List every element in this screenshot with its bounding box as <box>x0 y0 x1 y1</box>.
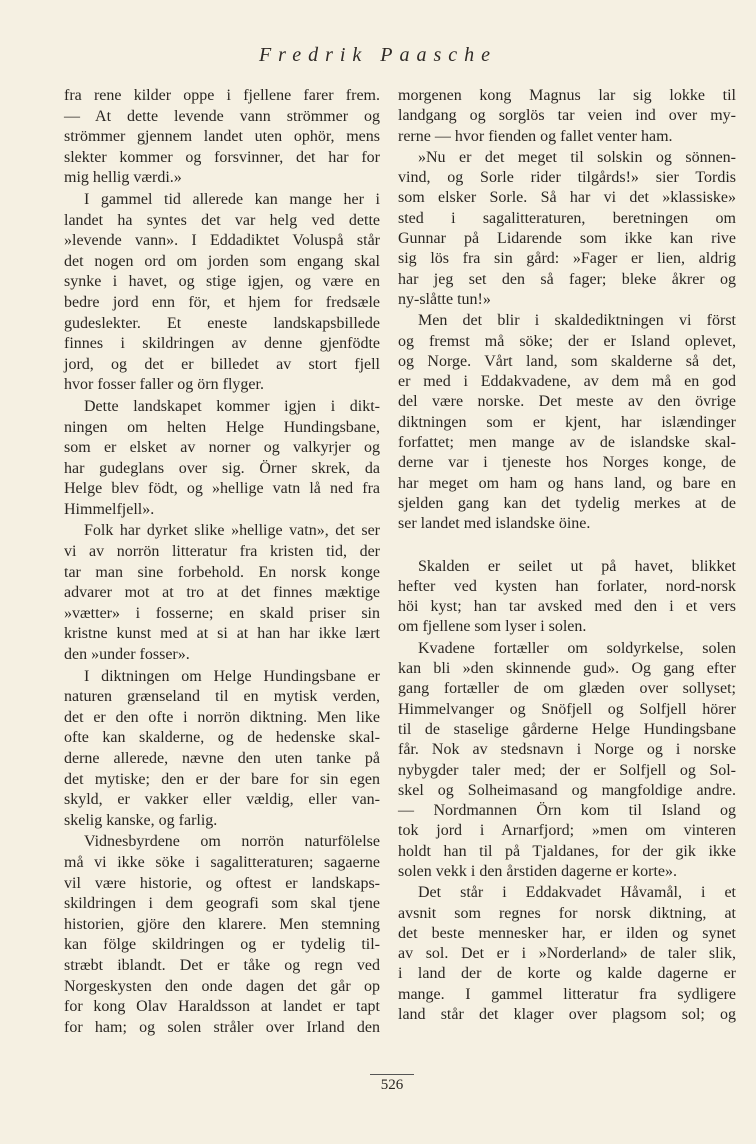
text-line: er med i Eddakvadene, av dem må en god <box>398 373 736 391</box>
text-line: og Norge. Vårt land, som skalderne så det, <box>398 352 736 370</box>
text-line: av sol. Det er i »Norderland» de taler slik, <box>398 945 736 963</box>
paragraph <box>398 148 736 310</box>
text-line: kristne kunst med at si at han har ikke lært <box>64 625 380 643</box>
paragraph <box>398 86 736 147</box>
text-line: diktningen som er kjent, har islændinger <box>398 413 736 431</box>
text-line: synke i havet, og stige igjen, og være en <box>64 273 380 291</box>
text-line: holdt han til på Tjaldanes, for der gik ikke <box>398 842 736 860</box>
text-line: Himmelvanger og Snöfjell og Solfjell hörer <box>398 700 736 718</box>
text-line: Gunnar på Lidarende som ikke kan rive <box>398 230 736 248</box>
text-line: kan bli »den skinnende gud». Og gang efter <box>398 660 736 678</box>
text-line: bedre jord enn för, et hjem for fredsæle <box>64 293 380 311</box>
text-line: tar man sine forbehold. En norsk konge <box>64 563 380 581</box>
text-line: land står det klager over plagsom sol; og <box>398 1006 736 1024</box>
text-line: og fremst må söke; der er Island oplevet, <box>398 332 736 350</box>
text-line: — Nordmannen Örn kom til Island og <box>398 802 736 820</box>
text-line: morgenen kong Magnus lar sig lokke til <box>398 87 736 104</box>
text-line: det beste mennesker har, er ilden og synet <box>398 924 736 942</box>
text-line: Vidnesbyrdene om norrön naturfölelse <box>84 833 380 851</box>
text-line: for kong Olav Haraldsson at landet er tapt <box>64 998 380 1016</box>
text-line: »levende vann». I Eddadiktet Voluspå står <box>64 232 380 250</box>
text-line: får. Nok av stedsnavn i Norge og i norske <box>398 741 736 759</box>
text-line: stræbt iblandt. Det er tåke og regn ved <box>64 956 380 974</box>
text-line: Kvadene fortæller om soldyrkelse, solen <box>418 639 736 657</box>
text-line: strömmer gjennem landet uten ophör, mens <box>64 128 380 146</box>
right-column <box>398 86 736 1026</box>
text-line: vi av norrön litteratur fra kristen tid, der <box>64 543 380 561</box>
paragraph <box>398 883 736 1025</box>
text-line: historien, gjöre den klarere. Men stemning <box>64 915 380 933</box>
text-line: for ham; og solen stråler over Irland den <box>64 1018 380 1036</box>
text-line: mange. I gammel litteratur fra sydligere <box>398 985 736 1003</box>
text-line: sig lös fra sin gård: »Fager er lien, aldrig <box>398 250 736 268</box>
paragraph <box>64 832 380 1038</box>
text-line: skyld, er vakker eller vældig, eller van- <box>64 791 380 809</box>
text-line: nybygder taler med; der er Solfjell og Sol- <box>398 761 736 779</box>
text-line: advarer mot at tro at det finnes mæktige <box>64 584 380 602</box>
text-line: det er den ofte i norrön diktning. Men like <box>64 708 380 726</box>
text-line: Himmelfjell». <box>64 500 155 518</box>
text-line: gang fortæller de om glæden over sollyset; <box>398 680 736 698</box>
text-line: landgang og sorglös tar veien ind over my- <box>398 107 736 125</box>
paragraph <box>398 557 736 638</box>
text-line: ofte kan skalderne, og de hedenske skal- <box>64 729 380 747</box>
text-line: skelig kanske, og farlig. <box>64 811 218 829</box>
text-line: Folk har dyrket slike »hellige vatn», det ser <box>84 522 380 540</box>
text-line: höi kyst; han tar avsked med den i et vers <box>398 598 736 616</box>
text-line: derne var i tjeneste hos Norges konge, de <box>398 454 736 472</box>
text-line: Men det blir i skaldediktningen vi först <box>418 312 736 330</box>
text-line: ny-slåtte tun!» <box>398 290 491 308</box>
paragraph <box>398 639 736 883</box>
text-line: Norgeskysten den onde dagen det går op <box>64 977 380 995</box>
text-line: den »under fosser». <box>64 646 190 664</box>
text-line: vil være historie, og oftest er landskaps- <box>64 874 380 892</box>
text-line: har gudeglans over sig. Örner skrek, da <box>64 459 380 477</box>
text-line: avsnit som regnes for norsk diktning, at <box>398 904 736 922</box>
text-line: har jeg set den så fager; bleke åkrer og <box>398 270 736 288</box>
text-line: kan fölge skildringen og er tydelig til- <box>64 936 380 954</box>
text-line: må vi ikke söke i sagalitteraturen; sagaerne <box>64 853 380 871</box>
text-line: I diktningen om Helge Hundingsbane er <box>84 667 380 685</box>
text-line: landet ha syntes det var helg ved dette <box>64 211 380 229</box>
text-line: sted i sagalitteraturen, beretningen om <box>398 209 736 227</box>
text-line: hefter ved kysten han forlater, nord-norsk <box>398 577 736 595</box>
text-line: solen vekk i den årstiden dagerne er korte». <box>398 862 678 880</box>
text-line: som elsker Sorle. Så har vi det »klassiske» <box>398 189 736 207</box>
paragraph <box>64 86 380 189</box>
text-line: ser landet med islandske öine. <box>398 515 591 533</box>
running-header: Fredrik Paasche <box>258 44 498 66</box>
text-line: naturen grænseland til en mytisk verden, <box>64 688 380 706</box>
text-line: »Nu er det meget til solskin og sönnen- <box>418 148 736 166</box>
text-line: det mytiske; den er der bare for sin egen <box>64 770 380 788</box>
paragraph <box>64 190 380 396</box>
text-line: slekter kommer og forsvinner, det har for <box>64 148 380 166</box>
text-line: fra rene kilder oppe i fjellene farer frem. <box>64 87 380 104</box>
text-line: hvor fosser faller og örn flyger. <box>64 376 264 394</box>
text-line: del være norske. Det meste av den övrige <box>398 393 736 411</box>
text-line: »vætter» i fosserne; en skald priser sin <box>64 604 380 622</box>
text-line: det nogen ord om jorden som engang skal <box>64 252 380 270</box>
paragraph <box>64 521 380 665</box>
text-line: Skalden er seilet ut på havet, blikket <box>418 557 736 575</box>
text-line: Det står i Eddakvadet Håvamål, i et <box>418 884 736 902</box>
text-line: som er elsket av norner og valkyrjer og <box>64 439 380 457</box>
text-line: jord, og det er billedet av stort fjell <box>64 355 380 373</box>
text-line: om fjellene som lyser i solen. <box>398 618 587 636</box>
text-line: mig hellig værdi.» <box>64 169 182 187</box>
text-line: skildringen i dem geografi som skal tjene <box>64 895 380 913</box>
text-line: forfattet; men mange av de islandske skal- <box>398 434 736 452</box>
page-number: 526 <box>370 1074 414 1094</box>
text-line: til de staselige gårderne Helge Hundingsbane <box>398 720 736 738</box>
text-line: har meget om ham og hans land, og bare en <box>398 474 736 492</box>
left-column <box>64 86 380 1039</box>
text-line: finnes i skildringen av denne gjenfödte <box>64 335 380 353</box>
text-line: Dette landskapet kommer igjen i dikt- <box>84 397 380 415</box>
text-line: derne allerede, nævne den uten tanke på <box>64 750 380 767</box>
paragraph <box>64 667 380 832</box>
text-line: tok jord i Arnarfjord; »men om vinteren <box>398 822 736 840</box>
text-line: vind, og Sorle rider tilgårds!» sier Tordis <box>398 169 736 187</box>
text-line: rerne — hvor fienden og fallet venter ham. <box>398 127 673 145</box>
text-line: sjelden gang kan det tydelig merkes at de <box>398 494 736 512</box>
text-line: Helge blev födt, og »hellige vatn lå ned fra <box>64 480 380 498</box>
text-line: — At dette levende vann strömmer og <box>64 107 380 125</box>
text-line: i land der de korte og kalde dagerne er <box>398 965 736 983</box>
text-line: gudeslekter. Et eneste landskapsbillede <box>64 314 380 332</box>
paragraph <box>398 311 736 534</box>
text-line: skel og Solheimasand og mangfoldige andre. <box>398 781 736 799</box>
text-line: ningen om helten Helge Hundingsbane, <box>64 418 380 436</box>
paragraph <box>64 397 380 521</box>
text-line: I gammel tid allerede kan mange her i <box>84 190 380 208</box>
